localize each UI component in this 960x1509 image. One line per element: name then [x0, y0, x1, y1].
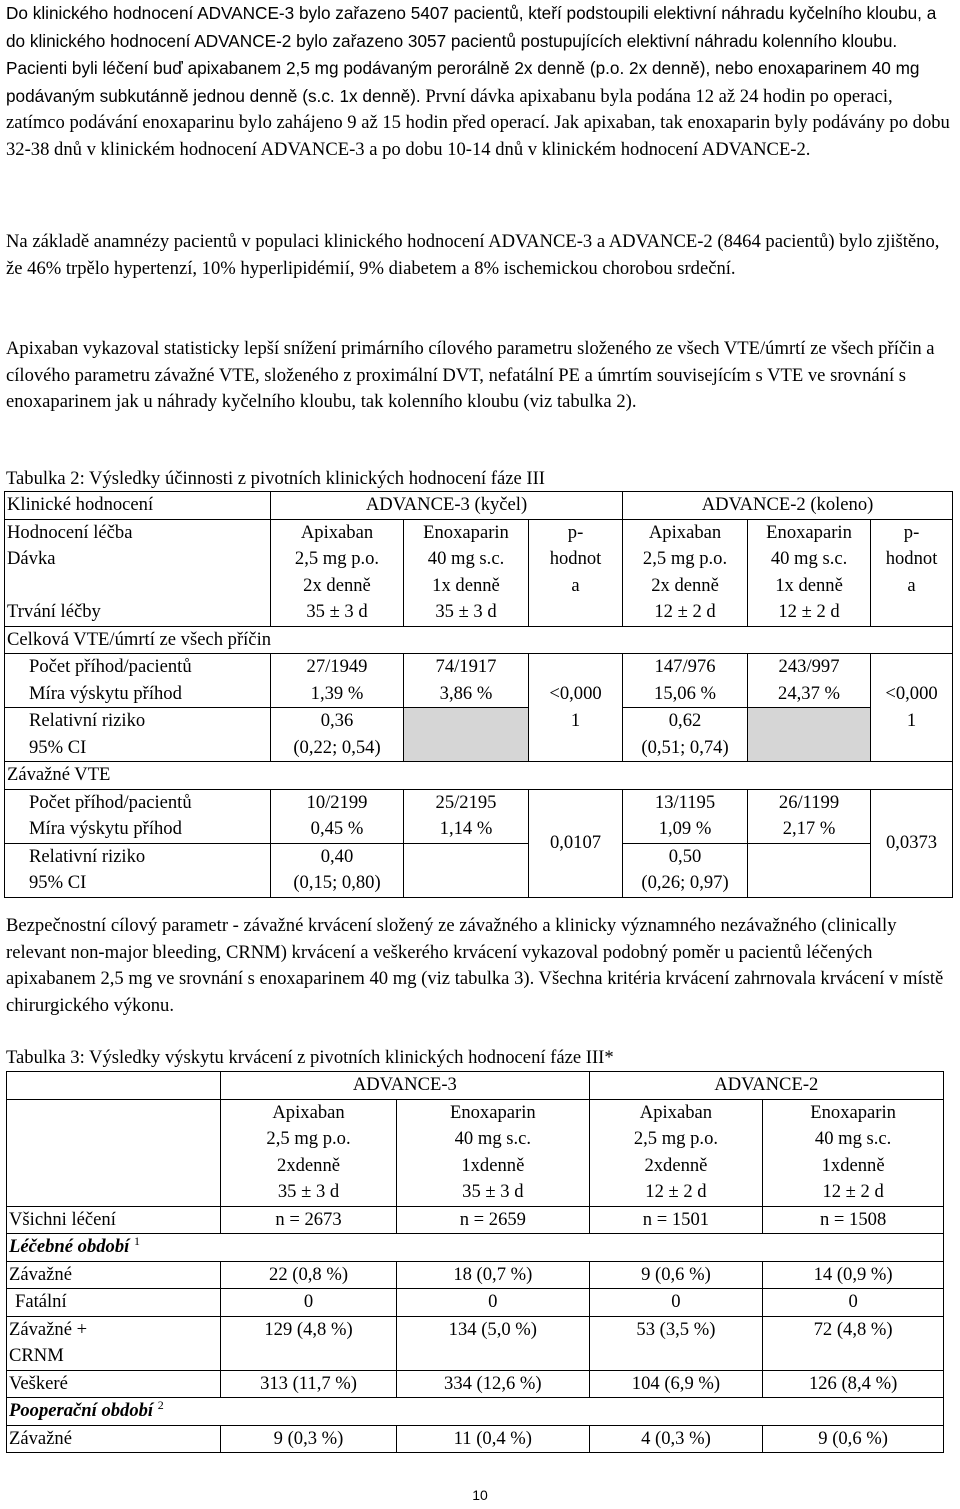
table2-caption: Tabulka 2: Výsledky účinnosti z pivotních klinických hodnocení fáze III: [6, 468, 545, 489]
table-cell: 11 (0,4 %): [397, 1425, 590, 1453]
value: 74/1917: [435, 656, 497, 677]
value: 0,50: [668, 845, 702, 867]
drug-dose: 40 mg s.c.: [814, 1128, 892, 1149]
table-row: [7, 1316, 944, 1370]
table-cell: [623, 789, 748, 843]
drug-dose: 2,5 mg p.o.: [294, 548, 380, 569]
drug-duration: 35 ± 3 d: [306, 601, 368, 622]
header-trial: Klinické hodnocení: [5, 492, 271, 520]
table-cell: 22 (0,8 %): [221, 1261, 397, 1289]
section-label: [7, 1234, 944, 1262]
drug-dose: 40 mg s.c.: [427, 548, 505, 569]
table-row: [5, 654, 953, 708]
section-row: [7, 1398, 944, 1426]
table-row: [7, 1289, 944, 1317]
row-label: [5, 843, 271, 897]
row-label: Všichni léčení: [7, 1206, 221, 1234]
table-cell: [748, 654, 871, 708]
row-label: Závažné: [7, 1425, 221, 1453]
value: 0,45 %: [310, 818, 364, 839]
value: (0,51; 0,74): [641, 736, 729, 758]
value: 1,14 %: [439, 818, 493, 839]
table3-caption: Tabulka 3: Výsledky výskytu krvácení z pivotních klinických hodnocení fáze III*: [6, 1047, 614, 1068]
empty-cell: [748, 708, 871, 762]
header-dose-label: Dávka: [7, 548, 56, 569]
header-apixaban-adv2: [623, 519, 748, 626]
header-apixaban-adv3: [271, 519, 404, 626]
drug-duration: 35 ± 3 d: [277, 1181, 340, 1202]
value: 27/1949: [306, 656, 368, 677]
value: 1,39 %: [310, 682, 364, 704]
row-label-line: Závažné +: [9, 1318, 88, 1340]
header-treatment-label: Hodnocení léčba: [7, 521, 133, 543]
row-label: [5, 708, 271, 762]
section-row: [7, 1234, 944, 1262]
table-row: [7, 1261, 944, 1289]
table-cell: 9 (0,3 %): [221, 1425, 397, 1453]
spacer: [7, 573, 268, 600]
value: 1: [570, 709, 581, 731]
empty-cell: [7, 1072, 221, 1100]
value: 0,36: [320, 710, 354, 731]
drug-frequency: 2x denně: [303, 574, 371, 596]
header-enoxaparin-adv3: [397, 1099, 590, 1206]
section-row: [5, 762, 953, 790]
footnote-marker: 2: [157, 1397, 164, 1412]
value: 15,06 %: [654, 682, 717, 704]
row-label-ci: 95% CI: [29, 872, 87, 893]
drug-name: Apixaban: [639, 1101, 713, 1123]
drug-dose: 2,5 mg p.o.: [266, 1128, 351, 1149]
row-label-rr: Relativní riziko: [29, 710, 146, 731]
table-cell: 129 (4,8 %): [221, 1316, 397, 1370]
p-value-cell: [871, 654, 953, 762]
table-cell: [404, 654, 529, 708]
table-row: [5, 492, 953, 520]
header-pvalue-adv2: [871, 519, 953, 626]
table-cell: [271, 843, 404, 897]
table-cell: 0: [397, 1289, 590, 1317]
section-label: [7, 1398, 944, 1426]
drug-frequency: 1xdenně: [461, 1154, 525, 1176]
value: 26/1199: [778, 791, 840, 813]
table-cell: 53 (3,5 %): [589, 1316, 763, 1370]
row-label-line: CRNM: [9, 1345, 64, 1366]
row-label-rr: Relativní riziko: [29, 845, 146, 867]
table-cell: n = 1501: [589, 1206, 763, 1234]
table-cell: 4 (0,3 %): [589, 1425, 763, 1453]
table-cell: 18 (0,7 %): [397, 1261, 590, 1289]
value: (0,22; 0,54): [293, 736, 381, 758]
drug-name: Enoxaparin: [810, 1101, 896, 1123]
drug-name: Apixaban: [272, 1101, 345, 1123]
table-cell: 0: [221, 1289, 397, 1317]
safety-paragraph: Bezpečnostní cílový parametr - závažné krvácení složený ze závažného a klinicky významného nezávažného (clinically relevant non-major bleeding, CRNM) krvácení a veškerého krvácení vykazoval podobný poměr u pacientů léčených apixabanem 2,5 mg ve srovnání s enoxaparinem 40 mg (viz tabulka 3). Všechna kritéria krvácení zahrnovala krvácení v místě chirurgického výkonu.: [6, 915, 944, 1016]
empty-cell: [404, 843, 529, 897]
drug-frequency: 2xdenně: [277, 1154, 341, 1176]
empty-cell: [748, 843, 871, 897]
drug-duration: 12 ± 2 d: [778, 601, 840, 622]
drug-name: Apixaban: [648, 521, 722, 543]
header-duration-label: Trvání léčby: [7, 601, 101, 622]
table-cell: 72 (4,8 %): [763, 1316, 944, 1370]
p-value-cell: 0,0373: [871, 789, 953, 897]
p-value-cell: 0,0107: [529, 789, 623, 897]
table-row: [7, 1370, 944, 1398]
row-label: [7, 1316, 221, 1370]
table-cell: 104 (6,9 %): [589, 1370, 763, 1398]
p-label: p-: [567, 521, 584, 543]
value: 1: [906, 709, 917, 731]
period-treatment-label: Léčebné období: [9, 1236, 130, 1257]
drug-frequency: 2xdenně: [644, 1154, 708, 1176]
value: <0,000: [549, 683, 602, 704]
drug-name: Enoxaparin: [423, 521, 509, 543]
value: 10/2199: [306, 791, 368, 813]
row-label-count: Počet příhod/pacientů: [29, 791, 192, 813]
p-label: a: [571, 574, 580, 596]
table-cell: 134 (5,0 %): [397, 1316, 590, 1370]
drug-duration: 12 ± 2 d: [645, 1181, 707, 1202]
section-label: Závažné VTE: [5, 762, 953, 790]
value: 24,37 %: [778, 682, 841, 704]
drug-name: Apixaban: [300, 521, 374, 543]
drug-duration: 35 ± 3 d: [435, 601, 497, 622]
table-cell: n = 1508: [763, 1206, 944, 1234]
page-number: 10: [472, 1487, 488, 1503]
row-label: [5, 654, 271, 708]
drug-frequency: 1x denně: [775, 574, 843, 596]
table-cell: 334 (12,6 %): [397, 1370, 590, 1398]
p-label: a: [907, 574, 916, 596]
anamnesis-paragraph: Na základě anamnézy pacientů v populaci klinického hodnocení ADVANCE-3 a ADVANCE-2 (8464 pacientů) bylo zjištěno, že 46% trpělo hypertenzí, 10% hyperlipidémií, 9% diabetem a 8% ischemickou chorobou srdeční.: [6, 231, 940, 279]
header-apixaban-adv3: [221, 1099, 397, 1206]
p-label: hodnot: [549, 548, 602, 569]
table-row: [7, 1206, 944, 1234]
efficacy-paragraph: Apixaban vykazoval statisticky lepší snížení primárního cílového parametru složeného ze všech VTE/úmrtí ze všech příčin a cílového parametru závažné VTE, složeného z proximální DVT, nefatální PE a úmrtím souvisejícím s VTE ve srovnání s enoxaparinem jak u náhrady kyčelního kloubu, tak kolenního kloubu (viz tabulka 2).: [6, 338, 935, 412]
row-label-ci: 95% CI: [29, 736, 87, 758]
header-advance3: ADVANCE-3 (kyčel): [271, 492, 623, 520]
table-cell: [748, 789, 871, 843]
header-pvalue-adv3: [529, 519, 623, 626]
row-label-rate: Míra výskytu příhod: [29, 818, 182, 839]
value: (0,15; 0,80): [293, 872, 381, 893]
value: 147/976: [654, 656, 716, 677]
table-row: [5, 789, 953, 843]
row-label: Závažné: [7, 1261, 221, 1289]
row-label: [5, 789, 271, 843]
section-row: [5, 626, 953, 654]
value: (0,26; 0,97): [641, 872, 729, 893]
table-cell: [623, 708, 748, 762]
value: 25/2195: [435, 791, 497, 813]
table-cell: 14 (0,9 %): [763, 1261, 944, 1289]
row-label: Fatální: [7, 1289, 221, 1317]
row-label-rate: Míra výskytu příhod: [29, 682, 182, 704]
value: 1,09 %: [658, 818, 712, 839]
period-postop-label: Pooperační období: [9, 1400, 154, 1421]
table-cell: [271, 708, 404, 762]
table-cell: 126 (8,4 %): [763, 1370, 944, 1398]
drug-frequency: 2x denně: [651, 574, 719, 596]
drug-frequency: 1xdenně: [821, 1154, 885, 1176]
table-cell: [623, 843, 748, 897]
drug-duration: 12 ± 2 d: [822, 1181, 884, 1202]
empty-cell: [404, 708, 529, 762]
table-cell: 0: [763, 1289, 944, 1317]
header-enoxaparin-adv3: [404, 519, 529, 626]
drug-name: Enoxaparin: [766, 521, 852, 543]
table-cell: [271, 789, 404, 843]
table-row: [7, 1099, 944, 1206]
table-row: [7, 1425, 944, 1453]
p-label: hodnot: [885, 548, 938, 569]
value: 243/997: [778, 656, 840, 677]
header-advance2: ADVANCE-2: [589, 1072, 943, 1100]
p-value-cell: [529, 654, 623, 762]
value: 0,40: [320, 845, 354, 867]
header-apixaban-adv2: [589, 1099, 763, 1206]
value: <0,000: [885, 683, 938, 704]
row-label-count: Počet příhod/pacientů: [29, 656, 192, 677]
intro-paragraph-part-b: První dávka apixabanu byla podána 12 až 24 hodin po operaci, zatímco podávání enoxaparinu bylo zahájeno 9 až 15 hodin před operací. Jak apixaban, tak enoxaparin byly podávány po dobu 32-38 dnů v klinickém hodnocení ADVANCE-3 a po dobu 10-14 dnů v klinickém hodnocení ADVANCE-2.: [6, 85, 950, 160]
drug-dose: 40 mg s.c.: [454, 1128, 532, 1149]
table-row: [5, 519, 953, 626]
drug-name: Enoxaparin: [449, 1101, 536, 1123]
value: 0,62: [668, 710, 702, 731]
drug-dose: 2,5 mg p.o.: [642, 548, 728, 569]
table-cell: n = 2673: [221, 1206, 397, 1234]
header-treatment: [5, 519, 271, 626]
header-advance3: ADVANCE-3: [221, 1072, 590, 1100]
header-advance2: ADVANCE-2 (koleno): [623, 492, 953, 520]
bleeding-table: [6, 1071, 944, 1453]
value: 13/1195: [654, 791, 716, 813]
drug-duration: 35 ± 3 d: [462, 1181, 524, 1202]
footnote-marker: 1: [133, 1233, 140, 1248]
drug-dose: 40 mg s.c.: [770, 548, 848, 569]
value: 2,17 %: [782, 818, 836, 839]
table-cell: [271, 654, 404, 708]
table-row: [5, 708, 953, 762]
table-cell: 0: [589, 1289, 763, 1317]
table-cell: 313 (11,7 %): [221, 1370, 397, 1398]
intro-paragraph: [6, 0, 954, 163]
drug-dose: 2,5 mg p.o.: [633, 1128, 719, 1149]
table-cell: [623, 654, 748, 708]
efficacy-table: [4, 491, 953, 898]
intro-paragraph-part-a: Do klinického hodnocení ADVANCE-3 bylo zařazeno 5407 pacientů, kteří podstoupili elektivní náhradu kyčelního kloubu, a do klinického hodnocení ADVANCE-2 bylo zařazeno 3057 pacientů postupujících elektivní náhradu kolenního kloubu. Pacienti byli léčení buď apixabanem 2,5 mg podávaným perorálně 2x denně (p.o. 2x denně), nebo enoxaparinem 40 mg podávaným subkutánně jednou denně (s.c. 1x denně).: [6, 3, 937, 106]
table-cell: 9 (0,6 %): [763, 1425, 944, 1453]
value: 3,86 %: [439, 682, 493, 704]
table-cell: [404, 789, 529, 843]
section-label: Celková VTE/úmrtí ze všech příčin: [5, 626, 953, 654]
empty-cell: [7, 1099, 221, 1206]
table-cell: n = 2659: [397, 1206, 590, 1234]
drug-frequency: 1x denně: [432, 574, 500, 596]
table-cell: 9 (0,6 %): [589, 1261, 763, 1289]
p-label: p-: [903, 521, 920, 543]
drug-duration: 12 ± 2 d: [654, 601, 716, 622]
table-row: [5, 843, 953, 897]
header-enoxaparin-adv2: [748, 519, 871, 626]
header-enoxaparin-adv2: [763, 1099, 944, 1206]
table-row: [7, 1072, 944, 1100]
row-label: Veškeré: [7, 1370, 221, 1398]
